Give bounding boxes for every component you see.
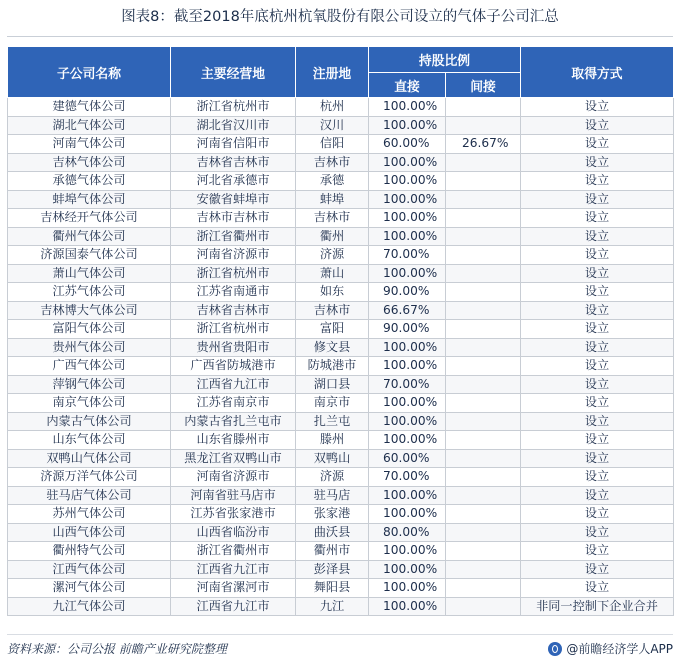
cell-location: 河南省信阳市 [171, 135, 296, 154]
cell-registered: 九江 [296, 597, 369, 616]
cell-location: 浙江省杭州市 [171, 98, 296, 117]
cell-location: 浙江省杭州市 [171, 264, 296, 283]
cell-registered: 济源 [296, 468, 369, 487]
cell-registered: 彭泽县 [296, 560, 369, 579]
cell-method: 设立 [521, 338, 674, 357]
brand-label: @前瞻经济学人APP [566, 642, 673, 656]
cell-name: 九江气体公司 [8, 597, 171, 616]
table-row [8, 357, 674, 376]
cell-name: 萧山气体公司 [8, 264, 171, 283]
cell-registered: 扎兰屯 [296, 412, 369, 431]
cell-registered: 杭州 [296, 98, 369, 117]
cell-name: 广西气体公司 [8, 357, 171, 376]
cell-indirect [446, 172, 521, 191]
cell-indirect [446, 560, 521, 579]
header-location: 主要经营地 [171, 47, 296, 98]
cell-registered: 吉林市 [296, 209, 369, 228]
cell-direct: 60.00% [369, 449, 446, 468]
cell-registered: 济源 [296, 246, 369, 265]
cell-location: 浙江省衢州市 [171, 227, 296, 246]
table-row [8, 227, 674, 246]
cell-indirect [446, 505, 521, 524]
table-row [8, 505, 674, 524]
cell-method: 设立 [521, 523, 674, 542]
cell-location: 山西省临汾市 [171, 523, 296, 542]
source-note: 资料来源：公司公报 前瞻产业研究院整理 [7, 642, 227, 656]
cell-indirect [446, 579, 521, 598]
cell-name: 建德气体公司 [8, 98, 171, 117]
cell-direct: 70.00% [369, 246, 446, 265]
cell-direct: 100.00% [369, 209, 446, 228]
cell-indirect [446, 394, 521, 413]
cell-location: 山东省滕州市 [171, 431, 296, 450]
table-row [8, 579, 674, 598]
cell-indirect [446, 301, 521, 320]
cell-location: 浙江省衢州市 [171, 542, 296, 561]
table-row [8, 523, 674, 542]
cell-direct: 100.00% [369, 505, 446, 524]
title-divider [7, 36, 673, 37]
cell-name: 蚌埠气体公司 [8, 190, 171, 209]
cell-indirect [446, 523, 521, 542]
cell-location: 河南省济源市 [171, 468, 296, 487]
cell-location: 吉林市吉林市 [171, 209, 296, 228]
brand-mark [548, 640, 673, 657]
cell-method: 设立 [521, 116, 674, 135]
cell-method: 设立 [521, 209, 674, 228]
cell-direct: 90.00% [369, 283, 446, 302]
cell-indirect [446, 190, 521, 209]
cell-direct: 100.00% [369, 486, 446, 505]
cell-location: 江苏省张家港市 [171, 505, 296, 524]
cell-method: 设立 [521, 560, 674, 579]
cell-registered: 承德 [296, 172, 369, 191]
cell-direct: 60.00% [369, 135, 446, 154]
cell-registered: 张家港 [296, 505, 369, 524]
cell-direct: 100.00% [369, 172, 446, 191]
table-row [8, 209, 674, 228]
cell-direct: 100.00% [369, 542, 446, 561]
table-row [8, 190, 674, 209]
cell-indirect [446, 486, 521, 505]
cell-method: 设立 [521, 135, 674, 154]
cell-indirect [446, 431, 521, 450]
cell-direct: 66.67% [369, 301, 446, 320]
cell-location: 内蒙古省扎兰屯市 [171, 412, 296, 431]
cell-name: 济源国泰气体公司 [8, 246, 171, 265]
cell-location: 黑龙江省双鸭山市 [171, 449, 296, 468]
cell-direct: 100.00% [369, 264, 446, 283]
cell-name: 湖北气体公司 [8, 116, 171, 135]
cell-registered: 驻马店 [296, 486, 369, 505]
cell-method: 设立 [521, 264, 674, 283]
table-row [8, 394, 674, 413]
cell-direct: 100.00% [369, 394, 446, 413]
cell-method: 设立 [521, 190, 674, 209]
cell-registered: 吉林市 [296, 153, 369, 172]
cell-name: 内蒙古气体公司 [8, 412, 171, 431]
cell-location: 吉林省吉林市 [171, 153, 296, 172]
cell-name: 贵州气体公司 [8, 338, 171, 357]
table-row [8, 320, 674, 339]
cell-name: 萍钢气体公司 [8, 375, 171, 394]
cell-registered: 如东 [296, 283, 369, 302]
cell-registered: 防城港市 [296, 357, 369, 376]
cell-method: 设立 [521, 153, 674, 172]
cell-indirect [446, 597, 521, 616]
cell-location: 河南省漯河市 [171, 579, 296, 598]
cell-method: 非同一控制下企业合并 [521, 597, 674, 616]
cell-indirect [446, 468, 521, 487]
header-name: 子公司名称 [8, 47, 171, 98]
cell-name: 济源万洋气体公司 [8, 468, 171, 487]
cell-indirect: 26.67% [446, 135, 521, 154]
cell-direct: 100.00% [369, 597, 446, 616]
table-row [8, 542, 674, 561]
table-row [8, 431, 674, 450]
cell-location: 湖北省汉川市 [171, 116, 296, 135]
cell-name: 江苏气体公司 [8, 283, 171, 302]
cell-registered: 衢州市 [296, 542, 369, 561]
cell-method: 设立 [521, 468, 674, 487]
table-row [8, 135, 674, 154]
cell-indirect [446, 338, 521, 357]
cell-location: 河南省驻马店市 [171, 486, 296, 505]
cell-direct: 100.00% [369, 190, 446, 209]
cell-location: 江西省九江市 [171, 560, 296, 579]
cell-indirect [446, 98, 521, 117]
cell-method: 设立 [521, 172, 674, 191]
cell-direct: 100.00% [369, 153, 446, 172]
cell-registered: 信阳 [296, 135, 369, 154]
cell-location: 江西省九江市 [171, 597, 296, 616]
cell-registered: 富阳 [296, 320, 369, 339]
cell-method: 设立 [521, 505, 674, 524]
table-row [8, 264, 674, 283]
cell-indirect [446, 246, 521, 265]
cell-indirect [446, 116, 521, 135]
cell-registered: 衢州 [296, 227, 369, 246]
cell-method: 设立 [521, 227, 674, 246]
header-registered: 注册地 [296, 47, 369, 98]
cell-direct: 100.00% [369, 116, 446, 135]
cell-name: 吉林经开气体公司 [8, 209, 171, 228]
table-row [8, 153, 674, 172]
cell-method: 设立 [521, 431, 674, 450]
cell-method: 设立 [521, 98, 674, 117]
cell-registered: 吉林市 [296, 301, 369, 320]
cell-registered: 修文县 [296, 338, 369, 357]
cell-name: 江西气体公司 [8, 560, 171, 579]
cell-name: 富阳气体公司 [8, 320, 171, 339]
table-row [8, 98, 674, 117]
cell-indirect [446, 283, 521, 302]
cell-method: 设立 [521, 357, 674, 376]
chart-title: 图表8：截至2018年底杭州杭氧股份有限公司设立的气体子公司汇总 [121, 9, 559, 25]
table-row [8, 486, 674, 505]
cell-method: 设立 [521, 579, 674, 598]
table-row [8, 246, 674, 265]
cell-direct: 100.00% [369, 357, 446, 376]
cell-method: 设立 [521, 449, 674, 468]
cell-method: 设立 [521, 301, 674, 320]
cell-method: 设立 [521, 486, 674, 505]
cell-indirect [446, 227, 521, 246]
footer-divider [7, 634, 673, 635]
table-row [8, 412, 674, 431]
cell-location: 河南省济源市 [171, 246, 296, 265]
cell-registered: 蚌埠 [296, 190, 369, 209]
cell-name: 河南气体公司 [8, 135, 171, 154]
cell-name: 山东气体公司 [8, 431, 171, 450]
cell-method: 设立 [521, 394, 674, 413]
cell-location: 江西省九江市 [171, 375, 296, 394]
header-holding: 持股比例 [369, 47, 521, 73]
cell-indirect [446, 375, 521, 394]
cell-direct: 100.00% [369, 412, 446, 431]
cell-registered: 南京市 [296, 394, 369, 413]
brand-logo-icon [548, 642, 562, 656]
table-row [8, 172, 674, 191]
cell-name: 南京气体公司 [8, 394, 171, 413]
cell-name: 吉林博大气体公司 [8, 301, 171, 320]
header-method: 取得方式 [521, 47, 674, 98]
cell-direct: 100.00% [369, 431, 446, 450]
cell-direct: 100.00% [369, 227, 446, 246]
table-row [8, 375, 674, 394]
cell-name: 苏州气体公司 [8, 505, 171, 524]
subsidiary-table [7, 46, 674, 616]
header-direct: 直接 [369, 73, 446, 98]
cell-location: 江苏省南京市 [171, 394, 296, 413]
table-row [8, 116, 674, 135]
cell-registered: 汉川 [296, 116, 369, 135]
cell-direct: 100.00% [369, 98, 446, 117]
table-row [8, 283, 674, 302]
cell-indirect [446, 153, 521, 172]
cell-method: 设立 [521, 412, 674, 431]
cell-name: 双鸭山气体公司 [8, 449, 171, 468]
table-row [8, 597, 674, 616]
cell-name: 衢州特气公司 [8, 542, 171, 561]
cell-indirect [446, 449, 521, 468]
cell-location: 河北省承德市 [171, 172, 296, 191]
cell-indirect [446, 264, 521, 283]
cell-indirect [446, 209, 521, 228]
cell-name: 驻马店气体公司 [8, 486, 171, 505]
cell-indirect [446, 357, 521, 376]
cell-registered: 双鸭山 [296, 449, 369, 468]
cell-name: 吉林气体公司 [8, 153, 171, 172]
cell-indirect [446, 412, 521, 431]
cell-indirect [446, 542, 521, 561]
cell-indirect [446, 320, 521, 339]
table-row [8, 468, 674, 487]
cell-method: 设立 [521, 320, 674, 339]
cell-location: 广西省防城港市 [171, 357, 296, 376]
cell-name: 山西气体公司 [8, 523, 171, 542]
cell-name: 漯河气体公司 [8, 579, 171, 598]
cell-name: 衢州气体公司 [8, 227, 171, 246]
table-row [8, 560, 674, 579]
table-row [8, 338, 674, 357]
cell-registered: 湖口县 [296, 375, 369, 394]
cell-location: 贵州省贵阳市 [171, 338, 296, 357]
header-indirect: 间接 [446, 73, 521, 98]
cell-registered: 滕州 [296, 431, 369, 450]
cell-direct: 100.00% [369, 560, 446, 579]
cell-location: 浙江省杭州市 [171, 320, 296, 339]
cell-direct: 90.00% [369, 320, 446, 339]
cell-location: 安徽省蚌埠市 [171, 190, 296, 209]
cell-method: 设立 [521, 375, 674, 394]
cell-method: 设立 [521, 283, 674, 302]
cell-direct: 70.00% [369, 468, 446, 487]
cell-registered: 曲沃县 [296, 523, 369, 542]
table-row [8, 449, 674, 468]
table-body [8, 98, 674, 616]
cell-name: 承德气体公司 [8, 172, 171, 191]
cell-registered: 萧山 [296, 264, 369, 283]
cell-location: 吉林省吉林市 [171, 301, 296, 320]
table-row [8, 301, 674, 320]
cell-direct: 70.00% [369, 375, 446, 394]
cell-direct: 100.00% [369, 579, 446, 598]
cell-direct: 80.00% [369, 523, 446, 542]
cell-method: 设立 [521, 542, 674, 561]
cell-location: 江苏省南通市 [171, 283, 296, 302]
cell-method: 设立 [521, 246, 674, 265]
cell-registered: 舞阳县 [296, 579, 369, 598]
cell-direct: 100.00% [369, 338, 446, 357]
